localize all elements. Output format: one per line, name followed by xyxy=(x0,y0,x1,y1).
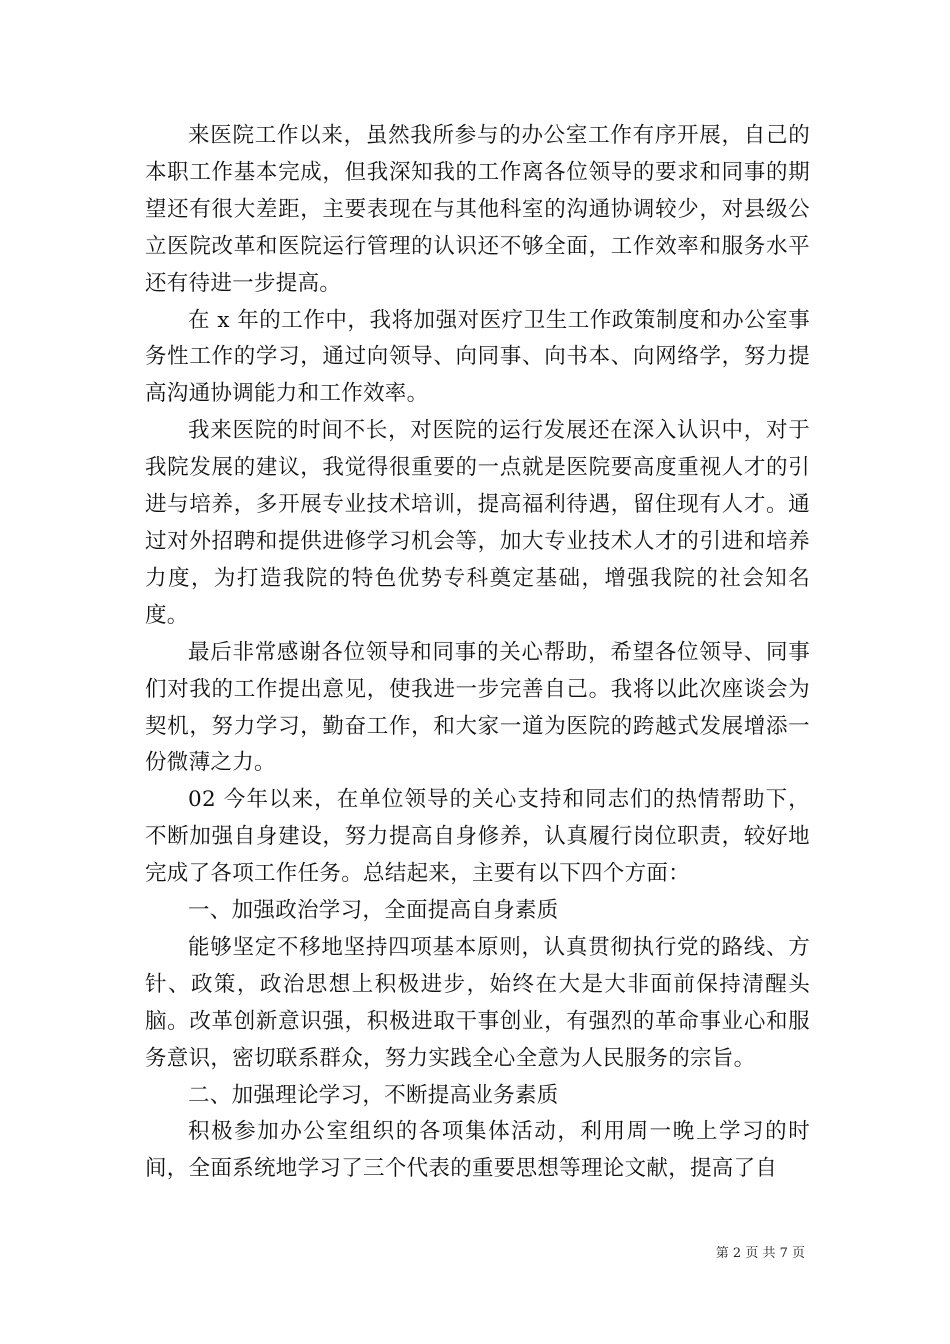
paragraph-political-study: 能够坚定不移地坚持四项基本原则，认真贯彻执行党的路线、方针、政策，政治思想上积极进步，始终在大是大非面前保持清醒头脑。改革创新意识强，积极进取干事创业，有强烈的革命事业心和服务意识，密切联系群众，努力实践全心全意为人民服务的宗旨。 xyxy=(145,934,810,1071)
paragraph-theory-study: 积极参加办公室组织的各项集体活动，利用周一晚上学习的时间，全面系统地学习了三个代表的重要思想等理论文献，提高了自 xyxy=(145,1119,810,1182)
paragraph-summary-intro: 02 今年以来，在单位领导的关心支持和同志们的热情帮助下，不断加强自身建设，努力提高自身修养，认真履行岗位职责，较好地完成了各项工作任务。总结起来，主要有以下四个方面： xyxy=(145,787,810,887)
section-heading-theory-study: 二、加强理论学习，不断提高业务素质 xyxy=(188,1082,559,1108)
paragraph-work-review: 来医院工作以来，虽然我所参与的办公室工作有序开展，自己的本职工作基本完成，但我深知我的工作离各位领导的要求和同事的期望还有很大差距，主要表现在与其他科室的沟通协调较少，对县级公立医院改革和医院运行管理的认识还不够全面，工作效率和服务水平还有待进一步提高。 xyxy=(145,123,810,296)
paragraph-suggestion: 我来医院的时间不长，对医院的运行发展还在深入认识中，对于我院发展的建议，我觉得很重要的一点就是医院要高度重视人才的引进与培养，多开展专业技术培训，提高福利待遇，留住现有人才。通过对外招聘和提供进修学习机会等，加大专业技术人才的引进和培养力度，为打造我院的特色优势专科奠定基础，增强我院的社会知名度。 xyxy=(145,418,810,628)
section-heading-political-study: 一、加强政治学习，全面提高自身素质 xyxy=(188,898,559,924)
page-number-footer: 第 2 页 共 7 页 xyxy=(715,1246,805,1261)
paragraph-thanks: 最后非常感谢各位领导和同事的关心帮助，希望各位领导、同事们对我的工作提出意见，使我进一步完善自己。我将以此次座谈会为契机，努力学习，勤奋工作，和大家一道为医院的跨越式发展增添一份微薄之力。 xyxy=(145,639,810,776)
document-body xyxy=(145,118,810,1188)
paragraph-plan: 在 x 年的工作中，我将加强对医疗卫生工作政策制度和办公室事务性工作的学习，通过向领导、向同事、向书本、向网络学，努力提高沟通协调能力和工作效率。 xyxy=(145,307,810,407)
